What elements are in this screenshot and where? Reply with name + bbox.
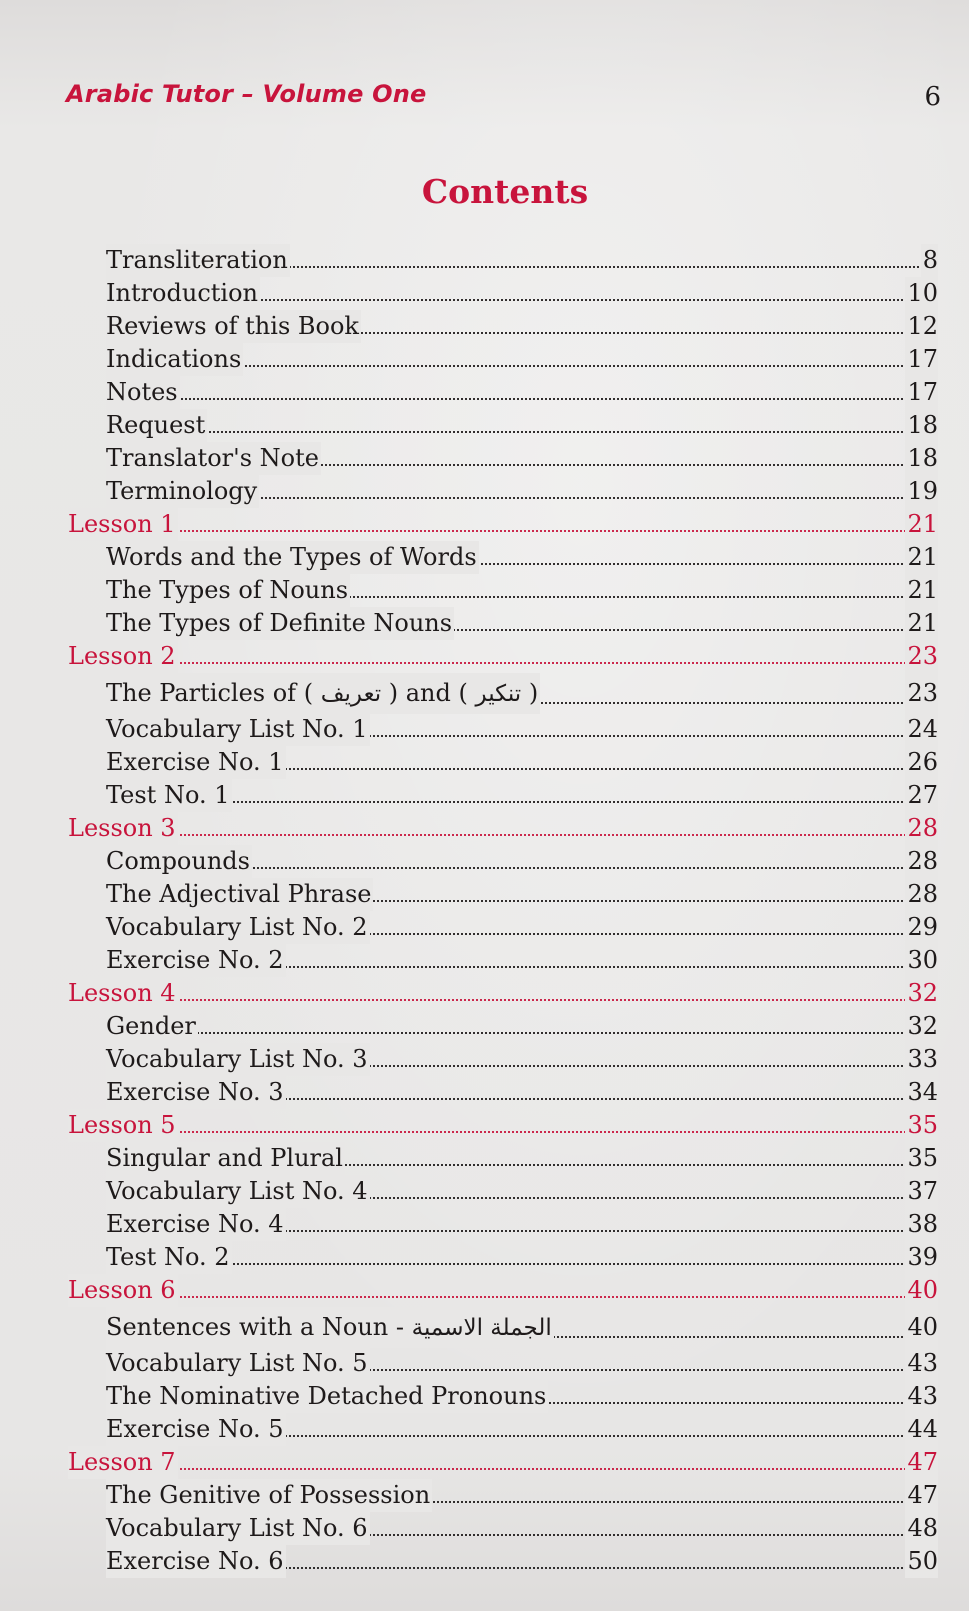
toc-entry-row bbox=[106, 343, 938, 376]
toc-page-number: 8 bbox=[921, 244, 938, 277]
toc-entry-title bbox=[106, 277, 260, 310]
toc-page-number: 44 bbox=[905, 1413, 938, 1446]
toc-page-number: 28 bbox=[905, 812, 938, 845]
toc-entry-row bbox=[106, 574, 938, 607]
toc-entry-title bbox=[106, 1347, 370, 1380]
dot-leader bbox=[106, 1032, 938, 1034]
toc-page-number: 27 bbox=[905, 779, 938, 812]
toc-entry-row bbox=[106, 673, 938, 713]
toc-entry-text: Lesson 4 bbox=[68, 979, 176, 1007]
toc-entry-row bbox=[106, 1043, 938, 1076]
toc-page-number: 10 bbox=[905, 277, 938, 310]
toc-page-number: 21 bbox=[905, 574, 938, 607]
toc-entry-row bbox=[106, 475, 938, 508]
toc-entry-row bbox=[106, 746, 938, 779]
toc-entry-text: Vocabulary List No. 3 bbox=[106, 1045, 368, 1073]
toc-entry-text: Exercise No. 3 bbox=[106, 1078, 284, 1106]
toc-page-number: 28 bbox=[905, 878, 938, 911]
toc-page-number: 40 bbox=[905, 1274, 938, 1307]
toc-entry-title bbox=[106, 574, 350, 607]
toc-page-number: 33 bbox=[905, 1043, 938, 1076]
toc-lesson-row bbox=[68, 640, 938, 673]
toc-entry-text: The Nominative Detached Pronouns bbox=[106, 1382, 547, 1410]
toc-entry-row bbox=[106, 1380, 938, 1413]
toc-entry-text: Request bbox=[106, 411, 206, 439]
toc-entry-row bbox=[106, 944, 938, 977]
toc-page-number: 38 bbox=[905, 1208, 938, 1241]
toc-lesson-row bbox=[68, 977, 938, 1010]
toc-entry-row bbox=[106, 1347, 938, 1380]
toc-entry-text: Lesson 1 bbox=[68, 510, 176, 538]
page-number: 6 bbox=[924, 82, 941, 112]
toc-lesson-row bbox=[68, 1446, 938, 1479]
toc-page-number: 35 bbox=[905, 1109, 938, 1142]
toc-entry-text: Indications bbox=[106, 345, 242, 373]
toc-entry-title bbox=[106, 911, 370, 944]
toc-entry-row bbox=[106, 1413, 938, 1446]
arabic-term: تنكير bbox=[475, 681, 522, 707]
toc-entry-title bbox=[106, 1307, 554, 1348]
toc-page-number: 29 bbox=[905, 911, 938, 944]
toc-entry-title bbox=[106, 1010, 198, 1043]
table-of-contents bbox=[0, 244, 969, 1578]
toc-entry-title bbox=[106, 1241, 232, 1274]
toc-page-number: 32 bbox=[905, 1010, 938, 1043]
toc-entry-row bbox=[106, 779, 938, 812]
dot-leader bbox=[68, 662, 938, 664]
toc-entry-title bbox=[68, 812, 178, 845]
toc-entry-text: Singular and Plural bbox=[106, 1144, 343, 1172]
toc-entry-text: Vocabulary List No. 2 bbox=[106, 913, 368, 941]
toc-entry-text: Exercise No. 4 bbox=[106, 1210, 284, 1238]
toc-entry-row bbox=[106, 1010, 938, 1043]
toc-entry-title bbox=[106, 541, 479, 574]
toc-entry-row bbox=[106, 1076, 938, 1109]
toc-entry-text: Vocabulary List No. 6 bbox=[106, 1514, 368, 1542]
toc-page-number: 28 bbox=[905, 845, 938, 878]
toc-entry-text: Lesson 2 bbox=[68, 642, 176, 670]
toc-page-number: 34 bbox=[905, 1076, 938, 1109]
toc-entry-title bbox=[106, 878, 373, 911]
toc-entry-text: The Types of Definite Nouns bbox=[106, 609, 453, 637]
toc-entry-text: Vocabulary List No. 1 bbox=[106, 715, 368, 743]
toc-entry-text: Test No. 1 bbox=[106, 781, 230, 809]
toc-page-number: 40 bbox=[905, 1307, 938, 1347]
toc-entry-row bbox=[106, 1175, 938, 1208]
toc-entry-title bbox=[106, 1043, 370, 1076]
toc-entry-row bbox=[106, 1208, 938, 1241]
toc-entry-text: Lesson 5 bbox=[68, 1111, 176, 1139]
toc-page-number: 21 bbox=[905, 541, 938, 574]
toc-entry-title bbox=[106, 713, 370, 746]
toc-entry-title bbox=[106, 409, 207, 442]
toc-entry-text: Introduction bbox=[106, 279, 258, 307]
dot-leader bbox=[68, 834, 938, 836]
toc-page-number: 23 bbox=[905, 673, 938, 713]
toc-lesson-row bbox=[68, 1109, 938, 1142]
dot-leader bbox=[68, 530, 938, 532]
toc-entry-text: The Types of Nouns bbox=[106, 576, 349, 604]
toc-entry-row bbox=[106, 1142, 938, 1175]
toc-entry-text: Words and the Types of Words bbox=[106, 543, 477, 571]
toc-entry-title bbox=[106, 1076, 286, 1109]
toc-entry-title bbox=[68, 1109, 178, 1142]
toc-page-number: 32 bbox=[905, 977, 938, 1010]
toc-entry-row bbox=[106, 376, 938, 409]
toc-entry-text: Vocabulary List No. 4 bbox=[106, 1177, 368, 1205]
toc-page-number: 26 bbox=[905, 746, 938, 779]
toc-entry-title bbox=[106, 746, 286, 779]
toc-page-number: 37 bbox=[905, 1175, 938, 1208]
dot-leader bbox=[106, 431, 938, 433]
toc-entry-row bbox=[106, 713, 938, 746]
toc-entry-text: Lesson 6 bbox=[68, 1276, 176, 1304]
toc-entry-title bbox=[106, 376, 180, 409]
dot-leader bbox=[106, 398, 938, 400]
toc-lesson-row bbox=[68, 1274, 938, 1307]
toc-entry-title bbox=[106, 1512, 370, 1545]
toc-entry-title bbox=[106, 1380, 548, 1413]
toc-entry-title bbox=[106, 944, 286, 977]
toc-entry-row bbox=[106, 541, 938, 574]
toc-page-number: 30 bbox=[905, 944, 938, 977]
toc-page-number: 48 bbox=[905, 1512, 938, 1545]
toc-page-number: 39 bbox=[905, 1241, 938, 1274]
toc-page-number: 18 bbox=[905, 442, 938, 475]
toc-entry-title bbox=[106, 343, 243, 376]
toc-entry-text: Gender bbox=[106, 1012, 196, 1040]
toc-page-number: 17 bbox=[905, 343, 938, 376]
toc-entry-text: Terminology bbox=[106, 477, 258, 505]
toc-entry-text: Translator's Note bbox=[106, 444, 319, 472]
toc-entry-row bbox=[106, 1479, 938, 1512]
toc-entry-row bbox=[106, 277, 938, 310]
toc-entry-row bbox=[106, 310, 938, 343]
toc-entry-title bbox=[106, 1175, 370, 1208]
toc-entry-text: Lesson 3 bbox=[68, 814, 176, 842]
toc-entry-title bbox=[106, 1208, 286, 1241]
toc-entry-text: ) and ( bbox=[388, 679, 468, 707]
toc-entry-title bbox=[106, 607, 454, 640]
toc-page-number: 50 bbox=[905, 1545, 938, 1578]
toc-entry-text: Reviews of this Book bbox=[106, 312, 359, 340]
toc-entry-title bbox=[106, 1413, 286, 1446]
toc-page-number: 17 bbox=[905, 376, 938, 409]
toc-entry-title bbox=[68, 1446, 178, 1479]
running-header-title: Arabic Tutor – Volume One bbox=[66, 80, 427, 108]
toc-entry-row bbox=[106, 1241, 938, 1274]
toc-page-number: 43 bbox=[905, 1347, 938, 1380]
toc-page-number: 35 bbox=[905, 1142, 938, 1175]
toc-page-number: 21 bbox=[905, 607, 938, 640]
toc-entry-title bbox=[68, 508, 178, 541]
toc-page-number: 19 bbox=[905, 475, 938, 508]
toc-entry-row bbox=[106, 1545, 938, 1578]
toc-entry-text: Exercise No. 5 bbox=[106, 1415, 284, 1443]
toc-page-number: 47 bbox=[905, 1479, 938, 1512]
toc-entry-text: ) bbox=[528, 679, 539, 707]
toc-entry-title bbox=[106, 1142, 345, 1175]
toc-page-number: 23 bbox=[905, 640, 938, 673]
toc-entry-title bbox=[106, 442, 321, 475]
toc-page-number: 12 bbox=[905, 310, 938, 343]
dot-leader bbox=[68, 1468, 938, 1470]
toc-page-number: 18 bbox=[905, 409, 938, 442]
toc-entry-row bbox=[106, 1307, 938, 1347]
toc-entry-text: Compounds bbox=[106, 847, 250, 875]
toc-entry-title bbox=[106, 1479, 432, 1512]
toc-entry-text: Notes bbox=[106, 378, 178, 406]
toc-entry-title bbox=[106, 244, 290, 277]
toc-entry-title bbox=[68, 1274, 178, 1307]
toc-entry-text: The Particles of ( bbox=[106, 679, 314, 707]
toc-entry-text: The Adjectival Phrase bbox=[106, 880, 372, 908]
dot-leader bbox=[68, 1131, 938, 1133]
dot-leader bbox=[68, 1296, 938, 1298]
arabic-term: الجملة الاسمية bbox=[411, 1315, 552, 1341]
toc-entry-title bbox=[68, 977, 178, 1010]
arabic-term: تعريف bbox=[320, 681, 382, 707]
page-title: Contents bbox=[421, 172, 589, 211]
toc-entry-text: Exercise No. 6 bbox=[106, 1547, 284, 1575]
toc-entry-text: Sentences with a Noun - bbox=[106, 1313, 404, 1341]
toc-entry-title bbox=[106, 673, 540, 714]
toc-entry-text: Lesson 7 bbox=[68, 1448, 176, 1476]
toc-entry-title bbox=[106, 1545, 286, 1578]
toc-entry-row bbox=[106, 607, 938, 640]
toc-entry-title bbox=[106, 845, 252, 878]
toc-entry-title bbox=[106, 475, 259, 508]
toc-entry-title bbox=[106, 310, 361, 343]
toc-entry-row bbox=[106, 878, 938, 911]
toc-entry-text: Exercise No. 2 bbox=[106, 946, 284, 974]
toc-entry-row bbox=[106, 845, 938, 878]
toc-entry-row bbox=[106, 911, 938, 944]
toc-entry-row bbox=[106, 442, 938, 475]
toc-entry-row bbox=[106, 244, 938, 277]
toc-page-number: 43 bbox=[905, 1380, 938, 1413]
toc-entry-text: Transliteration bbox=[106, 246, 288, 274]
toc-page-number: 21 bbox=[905, 508, 938, 541]
toc-entry-text: Test No. 2 bbox=[106, 1243, 230, 1271]
toc-entry-row bbox=[106, 1512, 938, 1545]
toc-lesson-row bbox=[68, 508, 938, 541]
toc-entry-text: The Genitive of Possession bbox=[106, 1481, 431, 1509]
toc-entry-text: Vocabulary List No. 5 bbox=[106, 1349, 368, 1377]
toc-entry-title bbox=[68, 640, 178, 673]
toc-entry-row bbox=[106, 409, 938, 442]
toc-entry-title bbox=[106, 779, 232, 812]
toc-entry-text: Exercise No. 1 bbox=[106, 748, 284, 776]
toc-lesson-row bbox=[68, 812, 938, 845]
toc-page-number: 24 bbox=[905, 713, 938, 746]
dot-leader bbox=[68, 999, 938, 1001]
toc-page-number: 47 bbox=[905, 1446, 938, 1479]
